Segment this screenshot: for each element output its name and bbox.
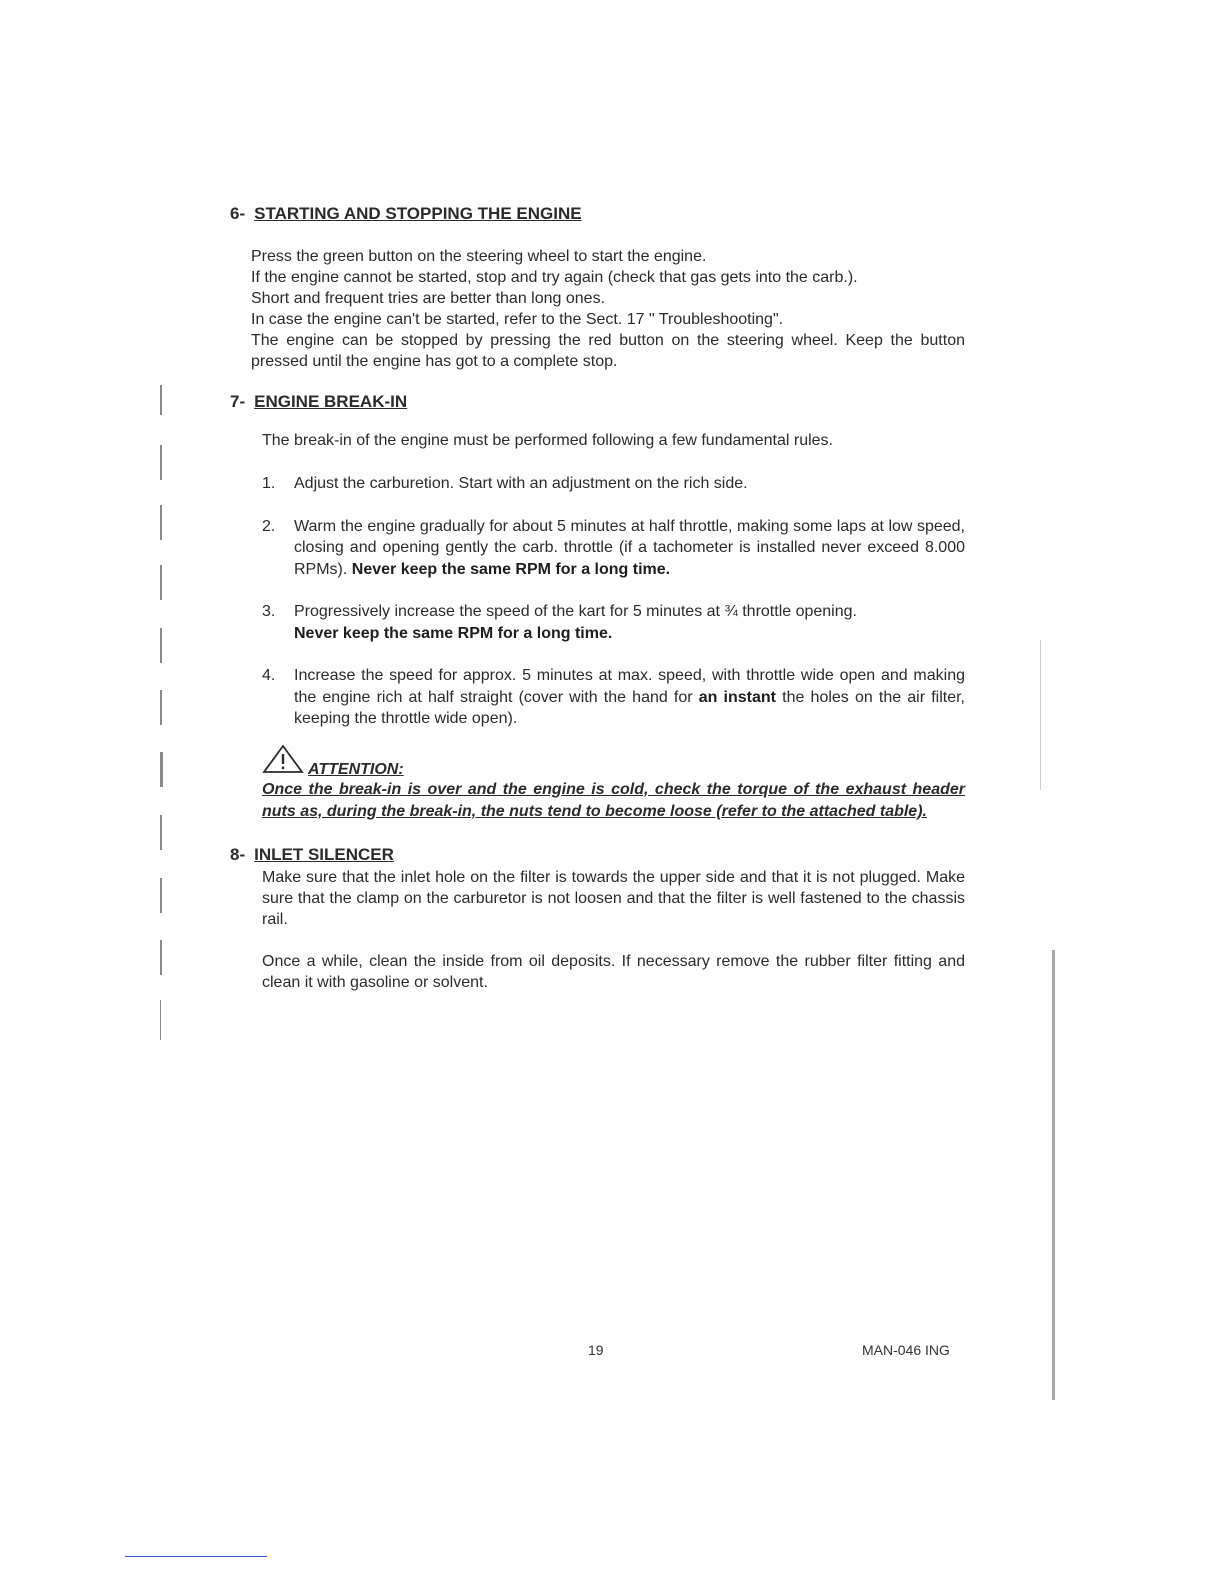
list-item — [262, 516, 965, 581]
scan-edge-mark — [160, 385, 162, 415]
section-8-paragraph: Once a while, clean the inside from oil deposits. If necessary remove the rubber filter fitting and clean it with gasoline or solvent. — [262, 952, 965, 991]
list-item — [262, 601, 965, 644]
list-item — [262, 473, 965, 495]
scan-edge-mark — [160, 815, 162, 850]
section-number: 8- — [230, 844, 246, 864]
step-number: 3. — [262, 603, 276, 620]
section-7-intro: The break-in of the engine must be performed following a few fundamental rules. — [262, 432, 833, 449]
section-8-paragraph: Make sure that the inlet hole on the filter is towards the upper side and that it is not plugged. Make sure that the clamp on the carburetor is not loosen and that the filter is well fastened to the chassis rail. — [262, 868, 965, 928]
section-title: INLET SILENCER — [254, 844, 394, 864]
paragraph-line: Short and frequent tries are better than long ones. — [251, 290, 606, 307]
scan-edge-mark — [160, 690, 162, 725]
step-text-plain: Increase the speed for approx. 5 minutes at max. speed, with throttle wide open and making the engine rich at half straight (cover with the hand for — [294, 667, 965, 706]
paragraph-line: In case the engine can't be started, refer to the Sect. 17 " Troubleshooting". — [251, 311, 784, 328]
paragraph-line: The engine can be stopped by pressing the red button on the steering wheel. Keep the button pressed until the engine has got to a complete stop. — [251, 332, 965, 370]
list-item — [262, 665, 965, 730]
scan-edge-mark — [160, 752, 163, 787]
step-text-bold: an instant — [698, 688, 776, 706]
paragraph-line: If the engine cannot be started, stop and try again (check that gas gets into the carb.). — [251, 269, 858, 286]
attention-heading — [262, 744, 965, 779]
step-text-plain: Progressively increase the speed of the kart for 5 minutes at ¾ throttle opening. — [294, 603, 857, 620]
page-content — [230, 202, 965, 993]
paragraph-line: Press the green button on the steering wheel to start the engine. — [251, 248, 707, 265]
section-number: 7- — [230, 392, 246, 411]
attention-label: ATTENTION: — [308, 760, 404, 778]
warning-triangle-icon — [262, 744, 304, 779]
section-6-heading — [230, 202, 965, 226]
step-number: 4. — [262, 667, 276, 684]
step-number: 1. — [262, 475, 276, 492]
scan-edge-mark — [160, 505, 162, 540]
step-text — [294, 665, 965, 730]
scan-edge-mark — [1052, 950, 1055, 1400]
document-code: MAN-046 ING — [862, 1342, 950, 1358]
step-text — [294, 516, 965, 581]
scan-edge-mark — [160, 445, 162, 480]
step-text-bold: Never keep the same RPM for a long time. — [351, 560, 671, 578]
step-text: Adjust the carburetion. Start with an adjustment on the rich side. — [294, 475, 748, 492]
step-text-plain: the holes on the air filter, keeping the throttle wide open). — [294, 688, 965, 727]
attention-box — [262, 744, 965, 823]
section-title: ENGINE BREAK-IN — [254, 392, 408, 411]
section-7-heading — [230, 390, 965, 414]
section-6-body — [251, 246, 965, 372]
section-title: STARTING AND STOPPING THE ENGINE — [254, 204, 582, 223]
scan-edge-mark — [160, 940, 162, 975]
scan-edge-mark — [160, 565, 162, 600]
page-number: 19 — [588, 1342, 604, 1358]
attention-text: Once the break-in is over and the engine is cold, check the torque of the exhaust header nuts as, during the break-in, the nuts tend to become loose (refer to the attached table). — [262, 780, 965, 820]
footnote-rule — [125, 1556, 267, 1557]
step-text-bold: Never keep the same RPM for a long time. — [294, 624, 613, 642]
scan-edge-mark — [160, 628, 162, 663]
section-8-heading — [230, 843, 965, 867]
break-in-steps — [262, 473, 965, 730]
scan-edge-mark — [1040, 640, 1041, 790]
scan-edge-mark — [160, 1000, 161, 1040]
step-number: 2. — [262, 517, 276, 535]
scan-edge-mark — [160, 878, 162, 913]
section-number: 6- — [230, 204, 246, 223]
step-text-plain: Warm the engine gradually for about 5 minutes at half throttle, making some laps at low speed, closing and opening gently the carb. throttle (if a tachometer is installed never exceed 8.000 RPMs). — [294, 517, 965, 578]
step-text — [294, 601, 965, 644]
